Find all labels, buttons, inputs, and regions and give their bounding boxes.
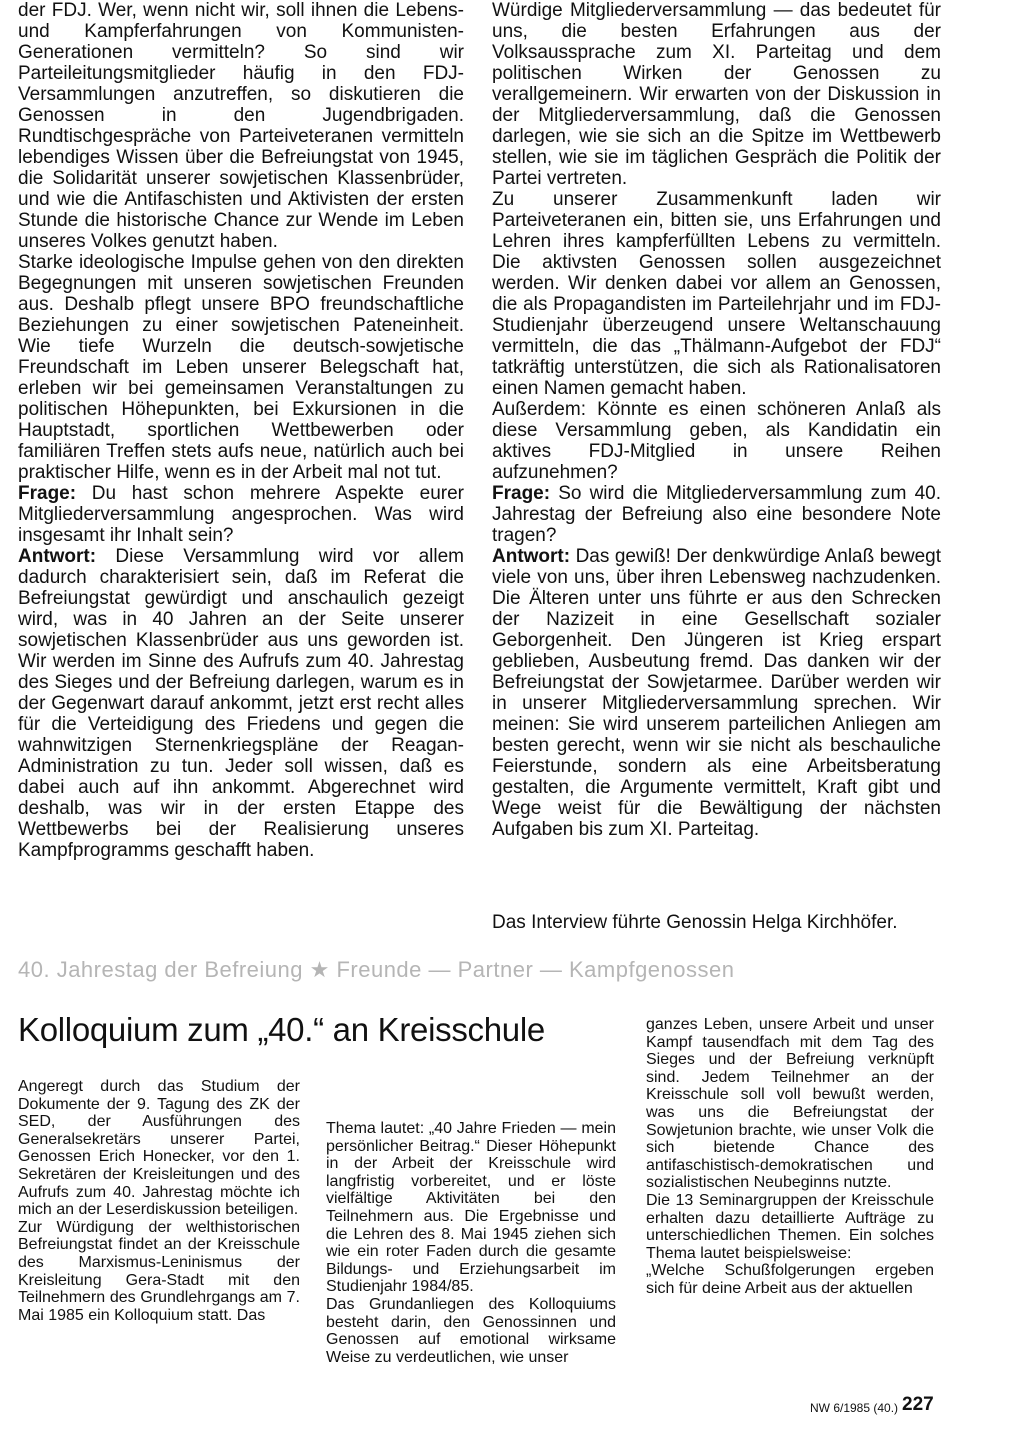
answer-paragraph [18,546,464,861]
interview-credit: Das Interview führte Genossin Helga Kirchhöfer. [492,912,898,933]
section-banner: 40. Jahrestag der Befreiung ★ Freunde — Partner — Kampfgenossen [18,957,735,982]
answer-text: Das gewiß! Der denkwürdige Anlaß bewegt viele von uns, über ihren Lebensweg nachzudenken. Die Älteren unter uns führte er aus den Schrecken der Nazizeit in eine Gesellschaft sozialer Geborgenheit. Den Jüngeren ist Krieg erspart geblieben, Ausbeutung fremd. Das danken wir der Befreiungstat der Sowjetarmee. Darüber werden wir in unserer Mitgliederversammlung sprechen. Wir meinen: Sie wird unserem parteilichen Anliegen am besten gerecht, wenn wir sie nicht als beschauliche Feierstunde, sondern als eine Arbeitsberatung gestalten, die Argumente vermittelt, Kraft gibt und Wege weist für die Bewältigung der nächsten Aufgaben bis zum XI. Parteitag. [492,546,941,840]
paragraph: der FDJ. Wer, wenn nicht wir, soll ihnen die Lebens- und Kampferfahrungen von Kommunisten-Generationen vermitteln? So sind wir Parteileitungsmitglieder häufig in den FDJ-Versammlungen anzutreffen, so diskutieren die Genossen in den Jugendbrigaden. Rundtischgespräche von Parteiveteranen vermitteln lebendiges Wissen über die Befreiungstat von 1945, die Solidarität unserer sowjetischen Klassenbrüder, und wie die Antifaschisten und Aktivisten der ersten Stunde die historische Chance zur Wende im Leben unseres Volkes genutzt haben. [18,0,464,252]
question-text: So wird die Mitgliederversammlung zum 40. Jahrestag der Befreiung also eine besondere Note tragen? [492,483,941,546]
paragraph: Zu unserer Zusammenkunft laden wir Parteiveteranen ein, bitten sie, uns Erfahrungen und Lehren ihres kampferfüllten Lebens zu vermitteln. Die aktivsten Genossen sollen ausgezeichnet werden. Wir denken dabei vor allem an Genossen, die als Propagandisten im Parteilehrjahr und im FDJ-Studienjahr überzeugend unsere Weltanschauung vermitteln, die das „Thälmann-Aufgebot der FDJ“ tatkräftig unterstützen, die sich als Rationalisatoren einen Namen gemacht haben. [492,189,941,399]
answer-label: Antwort: [492,546,571,567]
question-label: Frage: [492,483,551,504]
paragraph: Würdige Mitgliederversammlung — das bedeutet für uns, die besten Erfahrungen aus der Volksaussprache zum XI. Parteitag und dem politischen Wirken der Genossen zu verallgemeinern. Wir erwarten von der Diskussion in der Mitgliederversammlung, daß die Genossen darlegen, wie sie sich an die Spitze im Wettbewerb stellen, wie sie im täglichen Gespräch die Politik der Partei vertreten. [492,0,941,189]
paragraph: Angeregt durch das Studium der Dokumente der 9. Tagung des ZK der SED, der Ausführungen des Generalsekretärs unserer Partei, Genossen Erich Honecker, vor den 1. Sekretären der Kreisleitungen und des Aufrufs zum 40. Jahrestag möchte ich mich an der Leserdiskussion beteiligen. [18,1078,300,1219]
answer-label: Antwort: [18,546,97,567]
question-paragraph [492,483,941,546]
paragraph: „Welche Schußfolgerungen ergeben sich für deine Arbeit aus der aktuellen [646,1262,934,1297]
question-text: Du hast schon mehrere Aspekte eurer Mitgliederversammlung angesprochen. Was wird insgesamt ihr Inhalt sein? [18,483,464,546]
colloquium-column-3 [646,1016,934,1298]
answer-text: Diese Versammlung wird vor allem dadurch charakterisiert sein, daß im Referat die Befreiungstat gewürdigt und anschaulich gezeigt wird, was in 40 Jahren an der Seite unserer sowjetischen Klassenbrüder aus uns geworden ist. Wir werden im Sinne des Aufrufs zum 40. Jahrestag des Sieges und der Befreiung darlegen, warum es in der Gegenwart darauf ankommt, jetzt erst recht alles für die Verteidigung des Friedens und gegen die wahnwitzigen Sternenkriegspläne der Reagan-Administration zu tun. Jeder soll wissen, daß es dabei auch auf ihn ankommt. Abgerechnet wird deshalb, was wir in der ersten Etappe des Wettbewerbs bei der Realisierung unseres Kampfprogramms geschafft haben. [18,546,464,861]
paragraph: Die 13 Seminargruppen der Kreisschule erhalten dazu detaillierte Aufträge zu unterschiedlichen Themen. Ein solches Thema lautet beispielsweise: [646,1191,934,1262]
paragraph: ganzes Leben, unsere Arbeit und unser Kampf tausendfach mit dem Tag des Sieges und der Befreiung verknüpft sind. Jedem Teilnehmer an der Kreisschule soll voll bewußt werden, was uns die Befreiungstat der Sowjetunion brachte, wie unser Volk die sich bietende Chance des antifaschistisch-demokratischen und sozialistischen Neubeginns nutzte. [646,1016,934,1192]
page-number: 227 [902,1394,934,1415]
paragraph: Außerdem: Könnte es einen schöneren Anlaß als diese Versammlung geben, als Kandidatin ein aktives FDJ-Mitglied in unsere Reihen aufzunehmen? [492,399,941,483]
article-headline: Kolloquium zum „40.“ an Kreisschule [18,1011,545,1048]
question-paragraph [18,483,464,546]
colloquium-column-1 [18,1078,300,1324]
article-column-right [492,0,941,840]
paragraph: Starke ideologische Impulse gehen von den direkten Begegnungen mit unseren sowjetischen Freunden aus. Deshalb pflegt unsere BPO freundschaftliche Beziehungen zu einer sowjetischen Pateneinheit. Wie tiefe Wurzeln die deutsch-sowjetische Freundschaft im Leben unserer Belegschaft hat, erleben wir bei gemeinsamen Veranstaltungen zu politischen Höhepunkten, bei Exkursionen in die Hauptstadt, sportlichen Wettbewerben oder familiären Treffen stets aufs neue, natürlich auch bei praktischer Hilfe, wenn es in der Arbeit mal not tut. [18,252,464,483]
question-label: Frage: [18,483,77,504]
issue-reference: NW 6/1985 (40.) [810,1401,899,1415]
colloquium-column-2 [326,1120,616,1366]
paragraph: Zur Würdigung der welthistorischen Befreiungstat findet an der Kreisschule des Marxismus-Leninismus der Kreisleitung Gera-Stadt mit den Teilnehmern des Grundlehrgangs am 7. Mai 1985 ein Kolloquium statt. Das [18,1218,300,1324]
paragraph: Thema lautet: „40 Jahre Frieden — mein persönlicher Beitrag.“ Dieser Höhepunkt in der Arbeit der Kreisschule wird langfristig vorbereitet, und er löste vielfältige Aktivitäten bei den Teilnehmern aus. Die Ergebnisse und die Lehren des 8. Mai 1945 ziehen sich wie ein roter Faden durch die gesamte Bildungs- und Erziehungsarbeit im Studienjahr 1984/85. [326,1120,616,1296]
article-column-left [18,0,464,861]
answer-paragraph [492,546,941,840]
paragraph: Das Grundanliegen des Kolloquiums besteht darin, den Genossinnen und Genossen auf emotional wirksame Weise zu verdeutlichen, wie unser [326,1295,616,1366]
